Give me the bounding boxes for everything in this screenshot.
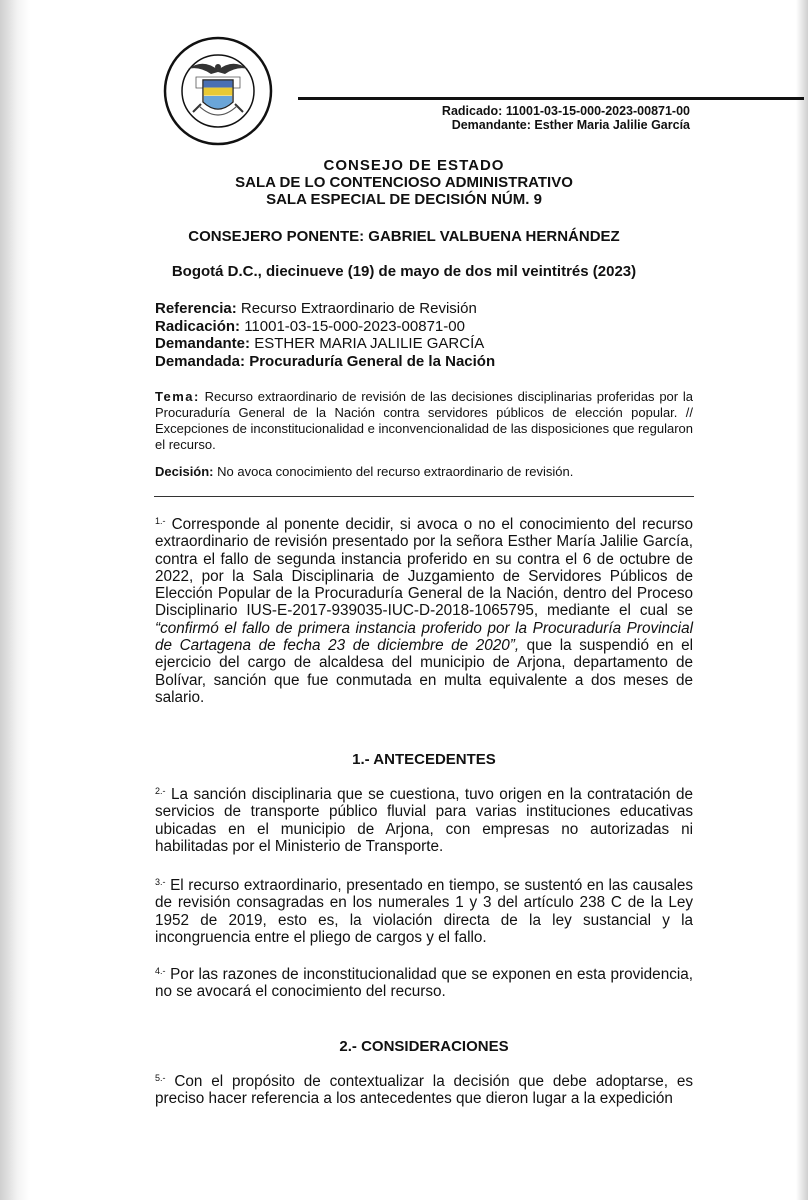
header-demandante: Demandante: Esther Maria Jalilie García <box>451 118 690 132</box>
paragraph-number: 5.- <box>155 1073 166 1083</box>
paragraph-4: $^{4.-}$ Por las razones de inconstitucionalidad que se exponen en esta providencia, no se avocará el conocimiento del recurso. <box>155 966 694 1001</box>
decision-text: No avoca conocimiento del recurso extraordinario de revisión. <box>217 464 574 479</box>
section-heading-consideraciones: 2.- CONSIDERACIONES <box>339 1038 509 1055</box>
ref-radicacion: Radicación: 11001-03-15-000-2023-00871-00 <box>155 317 465 335</box>
paragraph-1: $^{1.-}$ Corresponde al ponente decidir, si avoca o no el conocimiento del recurso extraordinario de revisión presentado por la señora Esther María Jalilie García, contra el fallo de segunda instancia proferido en su contra el 6 de octubre de 2022, por la Sala Disciplinaria de Juzgamiento de Servidores Públicos de Elección Popular de la Procuraduría General de la Nación, dentro del Proceso Disciplinario IUS-E-2017-939035-IUC-D-2018-1065795, mediante el cual se “confirmó el fallo de primera instancia proferido por la Procuraduría Provincial de Cartagena de fecha 23 de diciembre de 2020”, que la suspendió en el ejercicio del cargo de alcaldesa del municipio de Arjona, departamento de Bolívar, sanción que fue conmutada en multa equivalente a dos meses de salario. <box>155 516 694 706</box>
paragraph-number: 3.- <box>155 877 166 887</box>
consejero-ponente: CONSEJERO PONENTE: GABRIEL VALBUENA HERNÁNDEZ <box>188 228 620 245</box>
court-title-line3: SALA ESPECIAL DE DECISIÓN NÚM. 9 <box>266 191 542 208</box>
decision-summary <box>155 464 573 480</box>
ref-referencia: Referencia: Recurso Extraordinario de Revisión <box>155 300 477 317</box>
paragraph-5: $^{5.-}$ Con el propósito de contextualizar la decisión que debe adoptarse, es preciso hacer referencia a los antecedentes que dieron lugar a la expedición <box>155 1073 693 1108</box>
ref-demandada: Demandada: Procuraduría General de la Nación <box>155 352 496 370</box>
reference-block <box>155 300 495 370</box>
ref-demandante: Demandante: ESTHER MARIA JALILIE GARCÍA <box>155 335 485 352</box>
paragraph-number: 2.- <box>155 786 166 796</box>
header-rule <box>298 97 804 100</box>
header-radicado: Radicado: 11001-03-15-000-2023-00871-00 <box>441 104 690 118</box>
paragraph-number: 4.- <box>155 966 166 976</box>
tema-text: Recurso extraordinario de revisión de las decisiones disciplinarias proferidas por la Procuraduría General de la Nación contra servidores públicos de elección popular. // Excepciones de inconstitucionalidad e inconvencionalidad de las disposiciones que regularon el recurso. <box>155 389 693 452</box>
section-heading-antecedentes: 1.- ANTECEDENTES <box>352 751 496 768</box>
paragraph-3: $^{3.-}$ El recurso extraordinario, presentado en tiempo, se sustentó en las causales de revisión consagradas en los numerales 1 y 3 del artículo 238 C de la Ley 1952 de 2019, esto es, la violación directa de la ley sustancial y la incongruencia entre el pliego de cargos y el fallo. <box>155 877 693 946</box>
court-title-line2: SALA DE LO CONTENCIOSO ADMINISTRATIVO <box>235 174 573 191</box>
decision-label: Decisión: <box>155 464 214 479</box>
section-divider <box>154 496 694 497</box>
header-meta <box>442 104 690 132</box>
court-title <box>0 157 808 208</box>
tema-block <box>155 389 693 453</box>
court-title-line1: CONSEJO DE ESTADO <box>323 157 505 174</box>
colombia-coat-of-arms-icon <box>163 36 273 146</box>
paragraph-number: 1.- <box>155 516 166 526</box>
decision-date: Bogotá D.C., diecinueve (19) de mayo de dos mil veintitrés (2023) <box>171 263 637 280</box>
paragraph-2: $^{2.-}$ La sanción disciplinaria que se cuestiona, tuvo origen en la contratación de servicios de transporte público fluvial para varias instituciones educativas ubicadas en el municipio de Arjona, con empresas no autorizadas ni habilitadas por el Ministerio de Transporte. <box>155 786 694 855</box>
tema-label: Tema: <box>155 389 200 404</box>
quoted-ruling: “confirmó el fallo de primera instancia proferido por la Procuraduría Provincial de Cartagena de fecha 23 de diciembre de 2020”, <box>155 619 693 655</box>
